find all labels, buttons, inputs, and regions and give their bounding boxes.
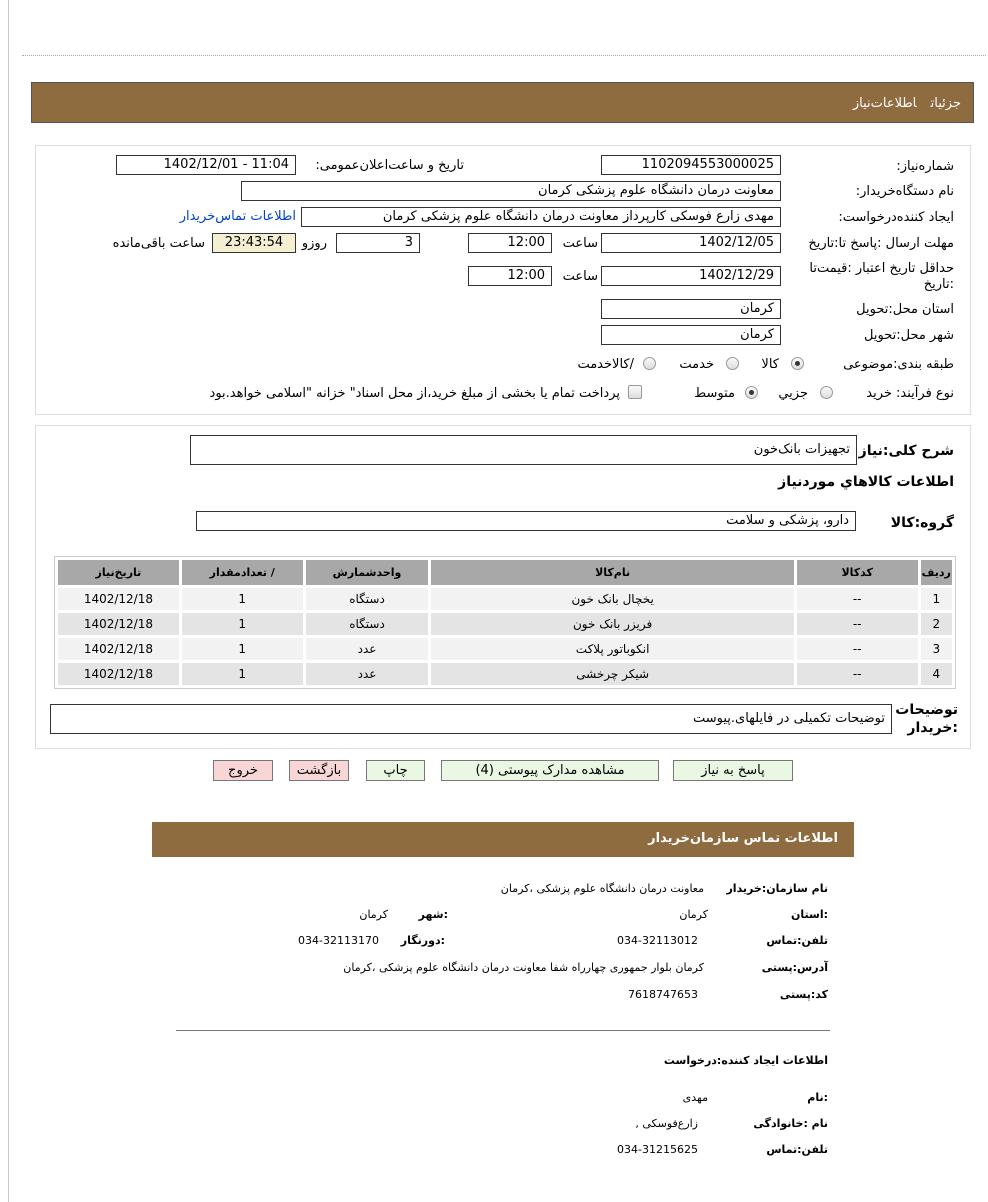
deadline-label: مهلت ارسال :پاسخ تا:تاریخ — [808, 236, 954, 251]
breadcrumb-need-info[interactable]: اطلاعات‌نیاز — [852, 96, 917, 111]
contact-address-value: کرمان بلوار جمهوری چهارراه شفا معاونت درمان دانشگاه علوم پزشکی ،کرمان — [343, 961, 704, 974]
creator-family-label: نام :خانوادگی — [753, 1117, 828, 1130]
deadline-time-label: ساعت — [562, 236, 598, 251]
city-label: شهر محل:تحویل — [864, 328, 954, 343]
table-row — [58, 613, 952, 635]
col-code: کدکالا — [797, 560, 918, 585]
buyer-notes-label-1: توضیحات — [895, 702, 958, 718]
creator-field: مهدی زارع فوسکی کارپرداز معاونت درمان دانشگاه علوم پزشکی کرمان — [301, 207, 781, 227]
validity-label-2: :تاریخ — [923, 277, 954, 292]
cell-qty: 1 — [182, 638, 303, 660]
buyer-org-label: نام دستگاه‌خریدار: — [855, 184, 954, 199]
category-goods-label: کالا — [761, 357, 779, 372]
creator-phone-label: تلفن:تماس — [766, 1143, 828, 1156]
goods-table-header — [58, 560, 952, 585]
cell-code: -- — [797, 638, 918, 660]
cell-row: 1 — [921, 588, 952, 610]
process-label: نوع فرآیند: خرید — [866, 386, 954, 401]
goods-info-heading: اطلاعات کالاهاي موردنياز — [778, 474, 954, 490]
table-row — [58, 663, 952, 685]
cell-qty: 1 — [182, 613, 303, 635]
cell-row: 3 — [921, 638, 952, 660]
category-goods-service-label: /کالاخدمت — [577, 357, 634, 372]
contact-city-value: کرمان — [359, 908, 388, 921]
contact-city-label: :شهر — [418, 908, 448, 921]
table-row — [58, 638, 952, 660]
announce-field: 1402/12/01 - 11:04 — [116, 155, 296, 175]
cell-code: -- — [797, 663, 918, 685]
cell-date: 1402/12/18 — [58, 638, 179, 660]
buyer-contact-link[interactable]: اطلاعات تماس‌خریدار — [179, 209, 296, 224]
cell-unit: دستگاه — [306, 588, 429, 610]
deadline-time-field: 12:00 — [468, 233, 552, 253]
goods-group-field: دارو، پزشکی و سلامت — [196, 511, 856, 531]
remaining-label: ساعت باقی‌مانده — [112, 236, 205, 251]
dotted-divider — [22, 55, 986, 56]
breadcrumb — [839, 96, 961, 111]
process-minor-label: جزيي — [778, 386, 808, 401]
validity-time-label: ساعت — [562, 269, 598, 284]
cell-code: -- — [797, 613, 918, 635]
province-label: استان محل:تحویل — [856, 302, 954, 317]
remaining-timer: 23:43:54 — [212, 233, 296, 253]
category-service-radio[interactable] — [726, 357, 739, 370]
days-label: روزو — [301, 236, 327, 251]
col-name: نام‌کالا — [431, 560, 793, 585]
breadcrumb-details[interactable]: جزئیات — [930, 96, 961, 111]
exit-button[interactable]: خروج — [213, 760, 273, 781]
process-medium-radio[interactable] — [745, 386, 758, 399]
cell-date: 1402/12/18 — [58, 613, 179, 635]
cell-name: یخچال بانک خون — [431, 588, 793, 610]
cell-name: فریزر بانک خون — [431, 613, 793, 635]
creator-family-value: زارع‌فوسکی , — [635, 1117, 698, 1130]
contact-phone-value: 034-32113012 — [617, 934, 698, 947]
category-label: طبقه بندی:موضوعی — [843, 357, 954, 372]
left-border-line — [8, 0, 9, 1202]
contact-header — [152, 822, 854, 857]
buyer-org-field: معاونت درمان دانشگاه علوم پزشکی کرمان — [241, 181, 781, 201]
category-service-label: خدمت — [679, 357, 714, 372]
creator-name-label: :نام — [807, 1091, 828, 1104]
creator-phone-value: 034-31215625 — [617, 1143, 698, 1156]
need-summary-field: تجهیزات بانک‌خون — [190, 435, 857, 465]
treasury-payment-note: پرداخت تمام یا بخشی از مبلغ خرید،از محل اسناد" خزانه "اسلامی خواهد.بود — [209, 386, 620, 401]
contact-divider — [176, 1030, 830, 1031]
col-date: تاریخ‌نیاز — [58, 560, 179, 585]
col-row: ردیف — [921, 560, 952, 585]
cell-date: 1402/12/18 — [58, 588, 179, 610]
reply-button[interactable]: پاسخ به نیاز — [673, 760, 793, 781]
validity-date-field: 1402/12/29 — [601, 266, 781, 286]
contact-org-value: معاونت درمان دانشگاه علوم پزشکی ،کرمان — [500, 882, 704, 895]
contact-org-label: نام سازمان:خریدار — [726, 882, 828, 895]
creator-label: ایجاد کننده‌درخواست: — [838, 210, 954, 225]
days-field: 3 — [336, 233, 420, 253]
contact-province-value: کرمان — [679, 908, 708, 921]
page-header — [31, 82, 974, 123]
col-qty: / تعدادمقدار — [182, 560, 303, 585]
contact-phone-label: تلفن:تماس — [766, 934, 828, 947]
validity-label-1: حداقل تاریخ اعتبار :قیمت‌تا — [809, 261, 954, 276]
creator-name-value: مهدی — [682, 1091, 708, 1104]
view-attachments-button[interactable]: مشاهده مدارک پیوستی (4) — [441, 760, 659, 781]
cell-qty: 1 — [182, 663, 303, 685]
cell-unit: عدد — [306, 663, 429, 685]
contact-fax-value: 034-32113170 — [298, 934, 379, 947]
cell-qty: 1 — [182, 588, 303, 610]
process-minor-radio[interactable] — [820, 386, 833, 399]
cell-row: 2 — [921, 613, 952, 635]
contact-address-label: آدرس:پستی — [761, 961, 828, 974]
contact-title: اطلاعات تماس سازمان‌خریدار — [648, 831, 838, 846]
category-goods-service-radio[interactable] — [643, 357, 656, 370]
goods-table — [54, 556, 956, 689]
cell-unit: دستگاه — [306, 613, 429, 635]
cell-date: 1402/12/18 — [58, 663, 179, 685]
validity-time-field: 12:00 — [468, 266, 552, 286]
city-field: کرمان — [601, 325, 781, 345]
creator-info-title: اطلاعات ایجاد کننده:درخواست — [663, 1054, 828, 1067]
buyer-notes-field: توضیحات تکمیلی در فایلهای.پیوست — [50, 704, 892, 734]
category-goods-radio[interactable] — [791, 357, 804, 370]
back-button[interactable]: بازگشت — [289, 760, 349, 781]
contact-province-label: :استان — [791, 908, 828, 921]
contact-postal-value: 7618747653 — [628, 988, 698, 1001]
treasury-payment-checkbox[interactable] — [628, 385, 642, 399]
province-field: کرمان — [601, 299, 781, 319]
announce-label: تاریخ و ساعت‌اعلان‌عمومی: — [315, 158, 464, 173]
cell-name: انکوباتور پلاکت — [431, 638, 793, 660]
need-summary-label: شرح کلی:نیاز — [858, 443, 954, 459]
cell-name: شیکر چرخشی — [431, 663, 793, 685]
deadline-date-field: 1402/12/05 — [601, 233, 781, 253]
buyer-notes-label-2: :خریدار — [907, 720, 958, 736]
table-row — [58, 588, 952, 610]
contact-fax-label: :دورنگار — [400, 934, 445, 947]
cell-unit: عدد — [306, 638, 429, 660]
cell-code: -- — [797, 588, 918, 610]
col-unit: واحدشمارش — [306, 560, 429, 585]
contact-postal-label: کد:پستی — [779, 988, 828, 1001]
process-medium-label: متوسط — [694, 386, 735, 401]
need-number-field: 1102094553000025 — [601, 155, 781, 175]
print-button[interactable]: چاپ — [366, 760, 425, 781]
cell-row: 4 — [921, 663, 952, 685]
goods-group-label: گروه:کالا — [890, 515, 954, 531]
need-number-label: شماره‌نیاز: — [896, 159, 954, 174]
